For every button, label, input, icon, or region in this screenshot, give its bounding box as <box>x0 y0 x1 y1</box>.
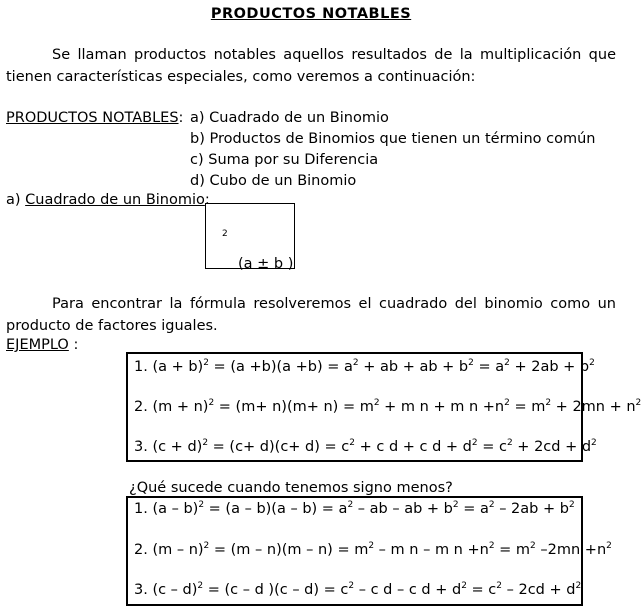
term-2: = (a – b)(a – b) = a <box>204 501 348 517</box>
formula-text: Para encontrar la fórmula resolveremos el cuadrado del binomio como un producto de factores iguales. <box>6 296 616 334</box>
list-heading-line <box>6 110 183 126</box>
term-6: = m <box>494 542 531 558</box>
list-item-b: b) Productos de Binomios que tienen un término común <box>190 131 596 147</box>
term-0: 3. (c – d) <box>134 582 198 598</box>
exponent-3: 2 <box>368 541 375 551</box>
exponent-5: 2 <box>471 438 478 448</box>
exponent-3: 2 <box>349 438 355 448</box>
term-2: = (c+ d)(c+ d) = c <box>208 439 350 455</box>
exponent-7: 2 <box>530 541 536 551</box>
term-4: – ab – ab + b <box>353 501 453 517</box>
term-0: 1. (a + b) <box>134 359 204 375</box>
exponent-1: 2 <box>202 438 209 448</box>
exponent-3: 2 <box>347 500 354 510</box>
term-8: – 2ab + b <box>494 501 569 517</box>
term-6: = a <box>458 501 489 517</box>
term-6: = a <box>473 359 505 375</box>
exponent-5: 2 <box>488 541 495 551</box>
term-0: 2. (m + n) <box>134 399 209 415</box>
example-minus-2 <box>134 542 612 558</box>
example-plus-2 <box>134 399 641 415</box>
binomial-formula-base: (a ± b ) <box>238 256 294 272</box>
exponent-5: 2 <box>504 398 510 408</box>
example-label: EJEMPLO <box>6 337 69 353</box>
exponent-7: 2 <box>488 500 495 510</box>
intro-text: Se llaman productos notables aquellos resultados de la multiplicación que tienen características especiales, como veremos a continuación: <box>6 47 616 85</box>
term-4: + ab + ab + b <box>358 359 469 375</box>
section-a-colon: : <box>204 192 210 208</box>
list-heading-colon: : <box>178 110 184 126</box>
example-plus-1 <box>134 359 595 375</box>
exponent-9: 2 <box>575 581 582 591</box>
example-label-line <box>6 337 78 353</box>
exponent-3: 2 <box>373 398 380 408</box>
exponent-1: 2 <box>208 398 215 408</box>
binomial-formula-exponent: 2 <box>222 229 228 239</box>
exponent-3: 2 <box>348 581 355 591</box>
exponent-9: 2 <box>635 398 641 408</box>
list-heading: PRODUCTOS NOTABLES <box>6 110 179 126</box>
term-2: = (m+ n)(m+ n) = m <box>214 399 374 415</box>
term-6: = m <box>509 399 546 415</box>
exponent-7: 2 <box>506 438 513 448</box>
exponent-7: 2 <box>545 398 552 408</box>
exponent-9: 2 <box>568 500 575 510</box>
term-0: 1. (a – b) <box>134 501 199 517</box>
term-0: 2. (m – n) <box>134 542 204 558</box>
list-item-c: c) Suma por su Diferencia <box>190 152 379 168</box>
term-8: + 2ab + b <box>509 359 590 375</box>
term-2: = (a +b)(a +b) = a <box>208 359 353 375</box>
exponent-7: 2 <box>504 358 510 368</box>
term-4: + m n + m n +n <box>379 399 505 415</box>
term-8: –2mn +n <box>535 542 607 558</box>
exponent-3: 2 <box>352 358 359 368</box>
example-minus-1 <box>134 501 575 517</box>
formula-paragraph <box>6 293 616 337</box>
list-item-a: a) Cuadrado de un Binomio <box>190 110 389 126</box>
examples-minus-box <box>126 496 612 606</box>
intro-paragraph <box>6 44 616 88</box>
section-a-prefix: a) <box>6 192 26 208</box>
example-label-colon: : <box>68 337 79 353</box>
exponent-1: 2 <box>197 581 204 591</box>
binomial-formula <box>222 229 294 272</box>
example-minus-3 <box>134 582 581 598</box>
exponent-1: 2 <box>203 358 209 368</box>
question-text: ¿Qué sucede cuando tenemos signo menos? <box>129 480 453 496</box>
section-a-heading-line <box>6 192 210 208</box>
exponent-9: 2 <box>606 541 612 551</box>
term-6: = c <box>477 439 507 455</box>
example-plus-3 <box>134 439 597 455</box>
examples-plus-box <box>126 352 641 462</box>
term-8: + 2cd + d <box>512 439 592 455</box>
term-6: = c <box>466 582 497 598</box>
term-8: – 2cd + d <box>502 582 576 598</box>
exponent-7: 2 <box>496 581 503 591</box>
exponent-5: 2 <box>468 358 474 368</box>
binomial-formula-box <box>205 203 295 272</box>
term-2: = (m – n)(m – n) = m <box>209 542 369 558</box>
exponent-5: 2 <box>452 500 459 510</box>
term-8: + 2mn + n <box>551 399 636 415</box>
term-4: – c d – c d + d <box>354 582 462 598</box>
term-4: – m n – m n +n <box>374 542 489 558</box>
page-title: PRODUCTOS NOTABLES <box>210 6 412 22</box>
exponent-5: 2 <box>461 581 467 591</box>
exponent-1: 2 <box>203 541 210 551</box>
exponent-9: 2 <box>591 438 597 448</box>
term-2: = (c – d )(c – d) = c <box>203 582 349 598</box>
list-item-d: d) Cubo de un Binomio <box>190 173 357 189</box>
term-0: 3. (c + d) <box>134 439 203 455</box>
exponent-9: 2 <box>589 358 595 368</box>
section-a-heading: Cuadrado de un Binomio <box>25 192 205 208</box>
exponent-1: 2 <box>198 500 205 510</box>
term-4: + c d + c d + d <box>355 439 472 455</box>
